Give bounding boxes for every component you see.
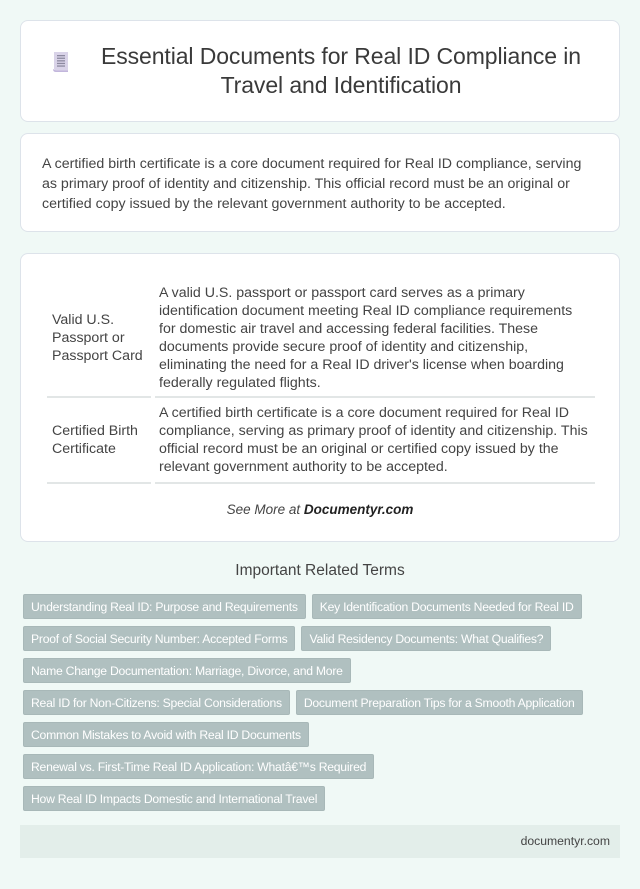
table-row [47,398,595,484]
related-term-tag[interactable]: Name Change Documentation: Marriage, Divorce, and More [23,658,351,683]
term-cell: Valid U.S. Passport or Passport Card [47,280,151,398]
related-term-tag[interactable]: Key Identification Documents Needed for Real ID [312,594,582,619]
page-title: Essential Documents for Real ID Compliance in Travel and Identification [101,43,581,98]
definitions-table [43,280,599,484]
footer [20,825,620,858]
see-more [21,502,619,517]
see-more-prefix: See More at [226,502,304,517]
document-icon [51,51,71,73]
table-card [20,253,620,542]
description-card [20,133,620,232]
description-text: A certified birth certificate is a core document required for Real ID compliance, serving as primary proof of identity and citizenship. This official record must be an original or certified copy issued by the relevant government authority to be accepted. [42,156,582,212]
term-cell: Certified Birth Certificate [47,398,151,484]
table-row [47,280,595,398]
related-term-tag[interactable]: Document Preparation Tips for a Smooth Application [296,690,583,715]
related-term-tag[interactable]: How Real ID Impacts Domestic and International Travel [23,786,325,811]
header-card [20,20,620,122]
definition-cell: A certified birth certificate is a core document required for Real ID compliance, serving as primary proof of identity and citizenship. This official record must be an original or certified copy issued by the relevant government authority to be accepted. [155,398,595,484]
related-term-tag[interactable]: Common Mistakes to Avoid with Real ID Documents [23,722,309,747]
related-term-tag[interactable]: Valid Residency Documents: What Qualifies? [301,626,551,651]
definition-cell: A valid U.S. passport or passport card serves as a primary identification document meeting Real ID compliance requirements for domestic air travel and accessing federal facilities. These documents provide secure proof of identity and citizenship, eliminating the need for a Real ID driver's license when boarding federally regulated flights. [155,280,595,398]
related-terms-list [23,594,619,811]
related-term-tag[interactable]: Proof of Social Security Number: Accepted Forms [23,626,295,651]
related-term-tag[interactable]: Real ID for Non-Citizens: Special Considerations [23,690,290,715]
related-terms-heading: Important Related Terms [235,562,405,579]
footer-site[interactable]: documentyr.com [520,834,610,848]
related-term-tag[interactable]: Renewal vs. First-Time Real ID Application: Whatâ€™s Required [23,754,374,779]
see-more-link[interactable]: Documentyr.com [303,502,414,517]
related-term-tag[interactable]: Understanding Real ID: Purpose and Requirements [23,594,306,619]
